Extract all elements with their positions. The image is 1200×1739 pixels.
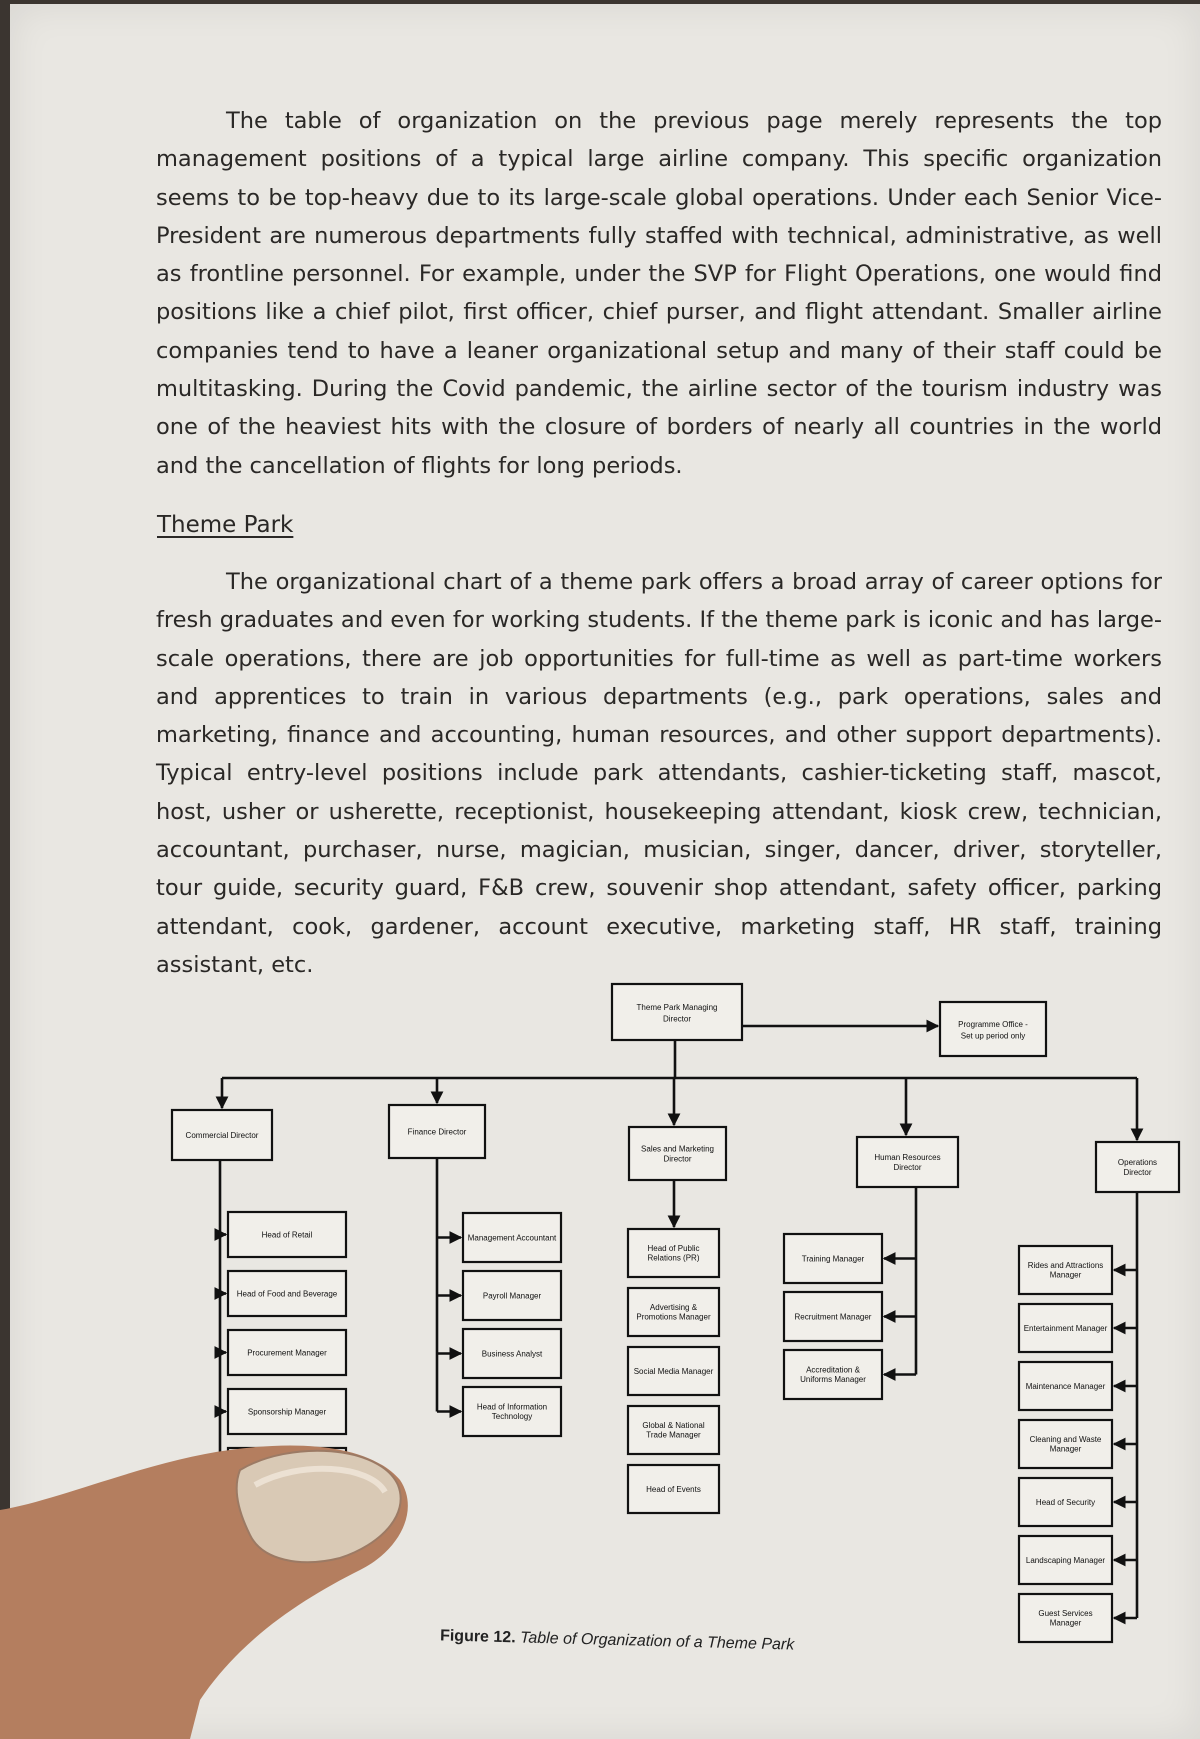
box-head-of-information-technology-label: Head of Information Technology	[476, 1402, 548, 1422]
box-sponsorship-manager	[228, 1389, 346, 1434]
figure-caption-text: Table of Organization of a Theme Park	[519, 1629, 795, 1654]
box-procurement-manager	[228, 1330, 346, 1375]
box-social-media-manager-label: Social Media Manager	[633, 1366, 714, 1376]
box-human-resources-director	[857, 1137, 958, 1187]
box-head-of-security-label: Head of Security	[1035, 1497, 1096, 1507]
box-landscaping-manager-label: Landscaping Manager	[1025, 1555, 1106, 1565]
box-head-of-retail-label: Head of Retail	[261, 1230, 313, 1240]
box-entertainment-manager-label: Entertainment Manager	[1023, 1323, 1108, 1333]
box-cleaning-and-waste-manager-label: Cleaning and Waste Manager	[1029, 1435, 1102, 1454]
box-managing-director	[612, 984, 742, 1040]
box-landscaping-manager	[1019, 1536, 1112, 1584]
box-global-national-trade-manager-label: Global & National Trade Manager	[642, 1421, 705, 1440]
box-recruitment-manager	[784, 1292, 882, 1341]
box-programme-office-label: Programme Office -Set up period only	[958, 1019, 1028, 1041]
box-management-accountant-label: Management Accountant	[467, 1233, 557, 1243]
box-sponsorship-manager-label: Sponsorship Manager	[247, 1407, 327, 1417]
paragraph-airline-text: The table of organization on the previous page merely represents the top management positions of a typical large airline company. This specific organization seems to be top-heavy due to its large-scale global operations. Under each Senior Vice-President are numerous departments fully staffed with technical, administrative, as well as frontline personnel. For example, under the SVP for Flight Operations, one would find positions like a chief pilot, first officer, chief purser, and flight attendant. Smaller airline companies tend to have a leaner organizational setup and many of their staff could be multitasking. During the Covid pandemic, the airline sector of the tourism industry was one of the heaviest hits with the closure of borders of nearly all countries in the world and the cancellation of flights for long periods.	[156, 108, 1162, 479]
box-business-analyst	[463, 1329, 561, 1378]
box-operations-director	[1096, 1142, 1179, 1192]
box-guest-services-manager-label: Guest Services Manager	[1038, 1609, 1093, 1628]
box-accreditation-uniforms-manager	[784, 1350, 882, 1399]
box-head-of-public-relations-pr-label: Head of Public Relations (PR)	[647, 1244, 700, 1263]
box-management-accountant	[463, 1213, 561, 1262]
box-training-manager-label: Training Manager	[801, 1254, 865, 1264]
box-rides-and-attractions-manager	[1019, 1246, 1112, 1294]
box-head-of-information-technology	[463, 1387, 561, 1436]
box-human-resources-director-label: Human Resources Director	[874, 1152, 941, 1172]
box-head-of-food-and-beverage	[228, 1271, 346, 1316]
box-training-manager	[784, 1234, 882, 1283]
box-commercial-director	[172, 1110, 272, 1160]
paragraph-theme-park-text: The organizational chart of a theme park offers a broad array of career options for fresh graduates and even for working students. If the theme park is iconic and has large-scale operations, there are job opportunities for full-time as well as part-time workers and apprentices to train in various departments (e.g., park operations, sales and marketing, finance and accounting, human resources, and other support departments). Typical entry-level positions include park attendants, cashier-ticketing staff, mascot, host, usher or usherette, receptionist, housekeeping attendant, kiosk crew, technician, accountant, purchaser, nurse, magician, musician, singer, dancer, driver, storyteller, tour guide, security guard, F&B crew, souvenir shop attendant, safety officer, parking attendant, cook, gardener, account executive, marketing staff, HR staff, training assistant, etc.	[156, 569, 1162, 978]
box-head-of-events-label: Head of Events	[646, 1484, 701, 1494]
box-head-of-events	[628, 1465, 719, 1513]
box-procurement-manager-label: Procurement Manager	[247, 1348, 327, 1358]
box-sales-and-marketing-director	[629, 1127, 726, 1180]
figure-caption-label: Figure 12.	[439, 1627, 516, 1647]
box-recruitment-manager-label: Recruitment Manager	[794, 1312, 872, 1322]
box-payroll-manager-label: Payroll Manager	[482, 1291, 542, 1301]
box-entertainment-manager	[1019, 1304, 1112, 1352]
box-operations-director-label: Operations Director	[1117, 1157, 1158, 1177]
box-sales-and-marketing-director-label: Sales and Marketing Director	[641, 1144, 714, 1164]
box-advertising-promotions-manager	[628, 1288, 719, 1336]
box-social-media-manager	[628, 1347, 719, 1395]
box-accreditation-uniforms-manager-label: Accreditation & Uniforms Manager	[800, 1365, 866, 1385]
box-global-national-trade-manager	[628, 1406, 719, 1454]
box-commercial-director-label: Commercial Director	[185, 1130, 259, 1140]
box-maintenance-manager	[1019, 1362, 1112, 1410]
box-payroll-manager	[463, 1271, 561, 1320]
box-programme-office-frame	[940, 1002, 1046, 1056]
box-finance-director	[389, 1105, 485, 1158]
box-managing-director-label: Theme Park Managing Director	[636, 1002, 718, 1024]
box-advertising-promotions-manager-label: Advertising & Promotions Manager	[636, 1303, 711, 1322]
section-heading-theme-park: Theme Park	[157, 512, 294, 538]
box-programme-office	[940, 1002, 1046, 1056]
thumb-overlay	[0, 1440, 420, 1739]
box-cleaning-and-waste-manager	[1019, 1420, 1112, 1468]
box-managing-director-frame	[612, 984, 742, 1040]
box-guest-services-manager	[1019, 1594, 1112, 1642]
box-head-of-security	[1019, 1478, 1112, 1526]
box-maintenance-manager-label: Maintenance Manager	[1025, 1381, 1106, 1391]
box-rides-and-attractions-manager-label: Rides and Attractions Manager	[1027, 1261, 1104, 1280]
box-finance-director-label: Finance Director	[407, 1127, 467, 1137]
box-business-analyst-label: Business Analyst	[481, 1349, 543, 1359]
box-head-of-public-relations-pr	[628, 1229, 719, 1277]
box-head-of-retail	[228, 1212, 346, 1257]
box-head-of-food-and-beverage-label: Head of Food and Beverage	[236, 1289, 338, 1299]
